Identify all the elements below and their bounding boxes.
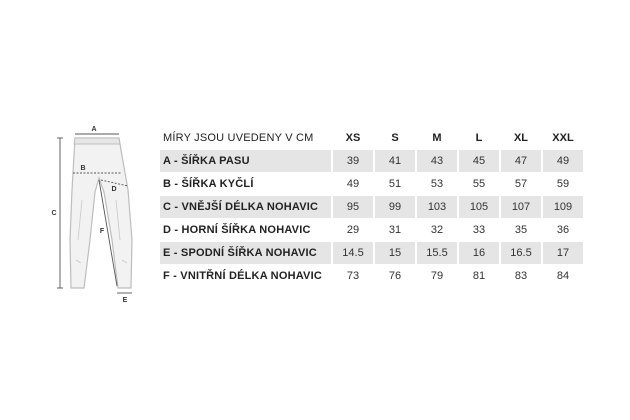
table-header-row bbox=[160, 127, 583, 150]
table-cell: 31 bbox=[374, 219, 416, 242]
row-label: C - VNĚJŠÍ DÉLKA NOHAVIC bbox=[160, 196, 332, 219]
table-cell: 14.5 bbox=[332, 242, 374, 265]
table-cell: 84 bbox=[542, 265, 583, 288]
table-cell: 15.5 bbox=[416, 242, 458, 265]
table-cell: 95 bbox=[332, 196, 374, 219]
table-cell: 107 bbox=[500, 196, 542, 219]
table-cell: 45 bbox=[458, 150, 500, 173]
table-row bbox=[160, 219, 583, 242]
table-cell: 39 bbox=[332, 150, 374, 173]
table-cell: 73 bbox=[332, 265, 374, 288]
table-header-label: MÍRY JSOU UVEDENY V CM bbox=[163, 132, 314, 144]
table-row bbox=[160, 196, 583, 219]
table-cell: 43 bbox=[416, 150, 458, 173]
table-cell: 17 bbox=[542, 242, 583, 265]
table-cell: 41 bbox=[374, 150, 416, 173]
size-header-s: S bbox=[374, 127, 416, 150]
table-row bbox=[160, 242, 583, 265]
row-label: B - ŠÍŘKA KYČLÍ bbox=[160, 173, 332, 196]
table-cell: 79 bbox=[416, 265, 458, 288]
size-header-xs: XS bbox=[332, 127, 374, 150]
table-cell: 36 bbox=[542, 219, 583, 242]
table-cell: 49 bbox=[542, 150, 583, 173]
table-cell: 33 bbox=[458, 219, 500, 242]
table-cell: 103 bbox=[416, 196, 458, 219]
row-label: F - VNITŘNÍ DÉLKA NOHAVIC bbox=[160, 265, 332, 288]
label-f: F bbox=[99, 228, 105, 235]
table-cell: 32 bbox=[416, 219, 458, 242]
table-cell: 59 bbox=[542, 173, 583, 196]
label-e: E bbox=[122, 297, 128, 304]
size-header-xxl: XXL bbox=[542, 127, 583, 150]
waistband bbox=[74, 138, 120, 144]
table-cell: 47 bbox=[500, 150, 542, 173]
size-header-m: M bbox=[416, 127, 458, 150]
table-cell: 16 bbox=[458, 242, 500, 265]
table-cell: 105 bbox=[458, 196, 500, 219]
table-cell: 83 bbox=[500, 265, 542, 288]
pants-measurement-diagram bbox=[48, 120, 148, 310]
table-row bbox=[160, 265, 583, 288]
table-cell: 57 bbox=[500, 173, 542, 196]
label-c: C bbox=[51, 210, 57, 217]
label-d: D bbox=[111, 186, 117, 193]
row-label: A - ŠÍŘKA PASU bbox=[160, 150, 332, 173]
label-a: A bbox=[91, 126, 97, 133]
table-cell: 55 bbox=[458, 173, 500, 196]
table-row bbox=[160, 150, 583, 173]
label-b: B bbox=[80, 165, 86, 172]
table-cell: 51 bbox=[374, 173, 416, 196]
table-cell: 49 bbox=[332, 173, 374, 196]
table-cell: 81 bbox=[458, 265, 500, 288]
table-cell: 99 bbox=[374, 196, 416, 219]
table-row bbox=[160, 173, 583, 196]
size-chart-table bbox=[160, 127, 583, 287]
table-cell: 29 bbox=[332, 219, 374, 242]
row-label: E - SPODNÍ ŠÍŘKA NOHAVIC bbox=[160, 242, 332, 265]
pants-outline bbox=[70, 138, 132, 288]
size-header-l: L bbox=[458, 127, 500, 150]
table-cell: 76 bbox=[374, 265, 416, 288]
table-cell: 15 bbox=[374, 242, 416, 265]
table-cell: 35 bbox=[500, 219, 542, 242]
table-cell: 109 bbox=[542, 196, 583, 219]
table-cell: 53 bbox=[416, 173, 458, 196]
table-cell: 16.5 bbox=[500, 242, 542, 265]
size-header-xl: XL bbox=[500, 127, 542, 150]
row-label: D - HORNÍ ŠÍŘKA NOHAVIC bbox=[160, 219, 332, 242]
